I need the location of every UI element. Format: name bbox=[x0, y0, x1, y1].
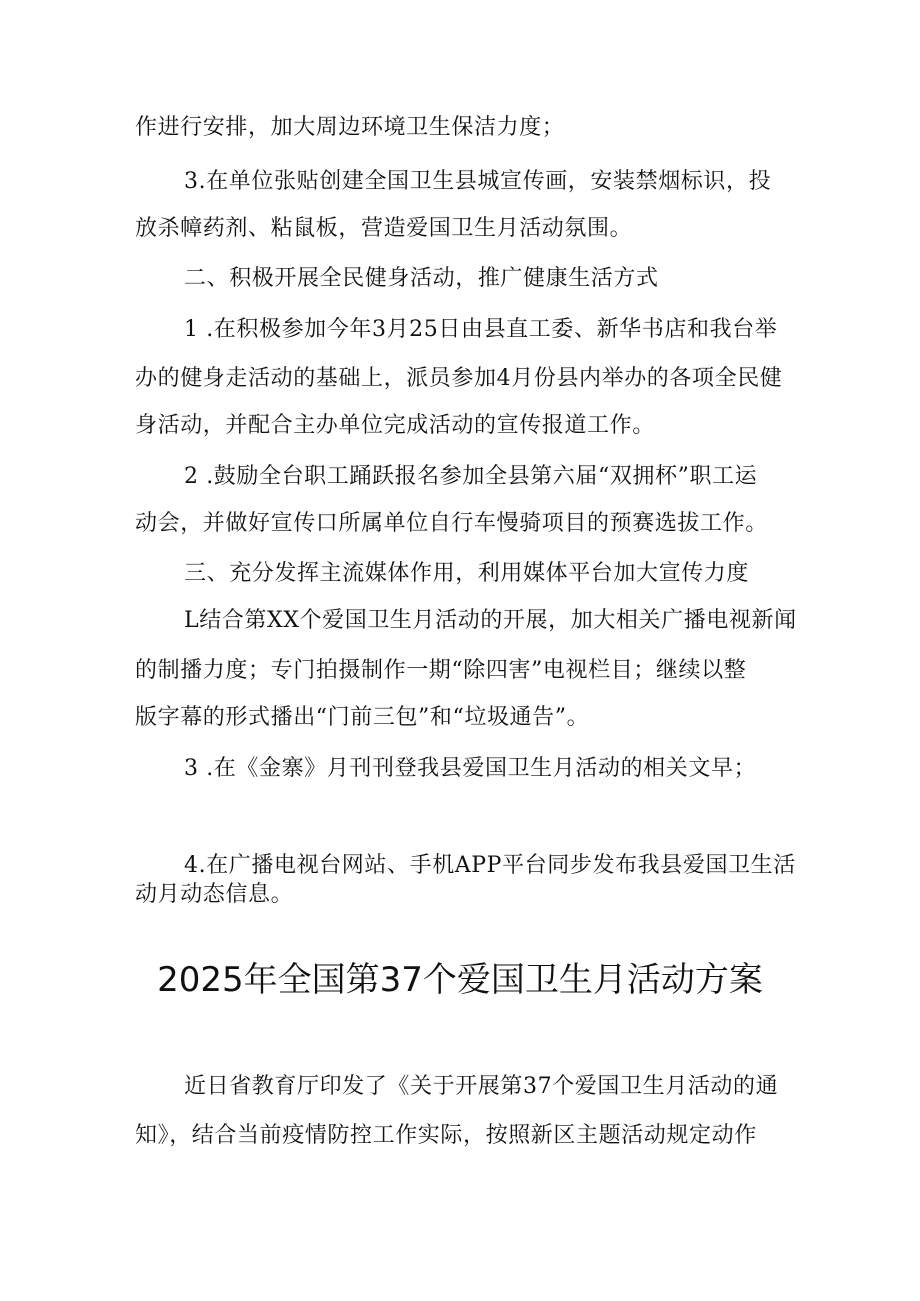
text-line: 身活动，并配合主办单位完成活动的宣传报道工作。 bbox=[135, 413, 655, 438]
text-line: 3.在单位张贴创建全国卫生县城宣传画，安装禁烟标识，投 bbox=[184, 169, 772, 194]
text-line: 近日省教育厅印发了《关于开展第37个爱国卫生月活动的通 bbox=[184, 1074, 779, 1099]
section-heading: 二、积极开展全民健身活动，推广健康生活方式 bbox=[184, 266, 659, 291]
text-line: 版字幕的形式播出“门前三包”和“垃圾通告”。 bbox=[135, 705, 590, 730]
text-line: 3 .在《金寨》月刊刊登我县爱国卫生月活动的相关文早； bbox=[184, 756, 757, 781]
text-line: 动月动态信息。 bbox=[135, 882, 294, 907]
page-title: 2025年全国第37个爱国卫生月活动方案 bbox=[157, 960, 763, 1000]
text-line: 放杀幛药剂、粘鼠板，营造爱国卫生月活动氛围。 bbox=[135, 216, 633, 241]
text-line: 的制播力度；专门拍摄制作一期“除四害”电视栏目；继续以整 bbox=[135, 658, 747, 683]
text-line: 知》，结合当前疫情防控工作实际，按照新区主题活动规定动作 bbox=[135, 1123, 757, 1148]
text-line: L结合第XX个爱国卫生月活动的开展，加大相关广播电视新闻 bbox=[184, 608, 797, 633]
text-line: 办的健身走活动的基础上，派员参加4月份县内举办的各项全民健 bbox=[135, 366, 783, 391]
text-line: 1 .在积极参加今年3月25日由县直工委、新华书店和我台举 bbox=[184, 317, 778, 342]
text-line: 2 .鼓励全台职工踊跃报名参加全县第六届“双拥杯”职工运 bbox=[184, 464, 758, 489]
section-heading: 三、充分发挥主流媒体作用，利用媒体平台加大宣传力度 bbox=[184, 561, 750, 586]
text-line: 动会，并做好宣传口所属单位自行车慢骑项目的预赛选拔工作。 bbox=[135, 511, 768, 536]
text-line: 4.在广播电视台网站、手机APP平台同步发布我县爱国卫生活 bbox=[184, 853, 796, 878]
text-line: 作进行安排，加大周边环境卫生保洁力度； bbox=[135, 115, 565, 140]
